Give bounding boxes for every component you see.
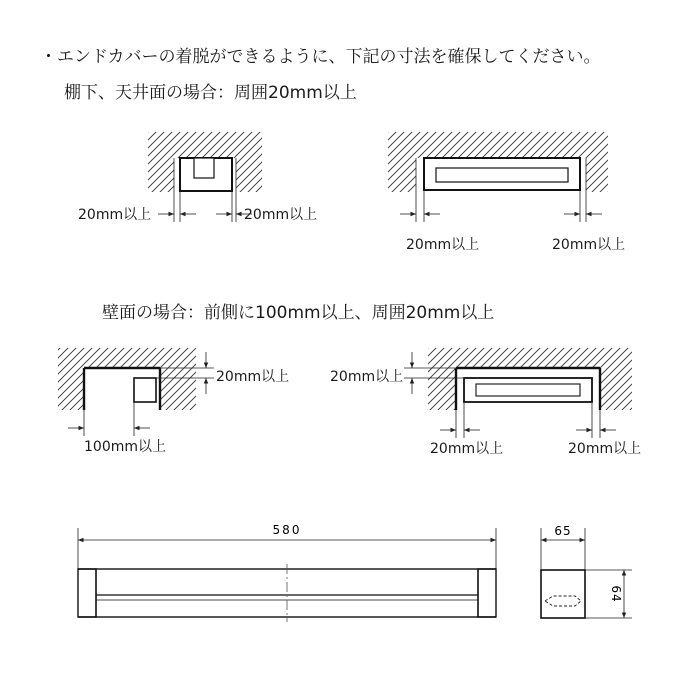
wall-large-fixture-lamp <box>476 384 580 396</box>
wall-large-diagram <box>404 348 632 438</box>
ceiling-large-left-clearance-label: 20mm以上 <box>406 237 480 253</box>
width-dimension-label: 65 <box>554 524 572 538</box>
wall-large-left-clearance-label: 20mm以上 <box>430 441 504 457</box>
wall-large-right-clearance-label: 20mm以上 <box>568 441 642 457</box>
wall-large-side-clearance-label: 20mm以上 <box>330 369 404 385</box>
ceiling-small-right-clearance-label: 20mm以上 <box>244 207 318 223</box>
wall-small-diagram <box>58 348 214 436</box>
length-dimension-label: 580 <box>272 523 302 537</box>
fixture-side-body <box>541 570 585 618</box>
ceiling-small-left-clearance-label: 20mm以上 <box>78 207 152 223</box>
ceiling-large-diagram <box>388 132 608 222</box>
wall-small-side-clearance-label: 20mm以上 <box>216 369 290 385</box>
height-dimension-label: 64 <box>609 585 623 603</box>
ceiling-case-heading: 棚下、天井面の場合：周囲20mm以上 <box>64 83 357 103</box>
wall-case-heading: 壁面の場合：前側に100mm以上、周囲20mm以上 <box>102 303 495 323</box>
ceiling-small-fixture-lens <box>194 158 214 178</box>
wall-small-fixture <box>134 378 156 402</box>
ceiling-large-right-clearance-label: 20mm以上 <box>552 237 626 253</box>
ceiling-large-fixture-lamp <box>436 168 568 182</box>
wall-small-hatch <box>58 348 196 410</box>
wall-small-front-clearance-label: 100mm以上 <box>84 439 166 455</box>
fixture-side-view <box>541 524 632 618</box>
instruction-text: ・エンドカバーの着脱ができるように、下記の寸法を確保してください。 <box>40 47 601 67</box>
fixture-front-view <box>78 523 496 622</box>
ceiling-small-diagram <box>148 132 262 222</box>
